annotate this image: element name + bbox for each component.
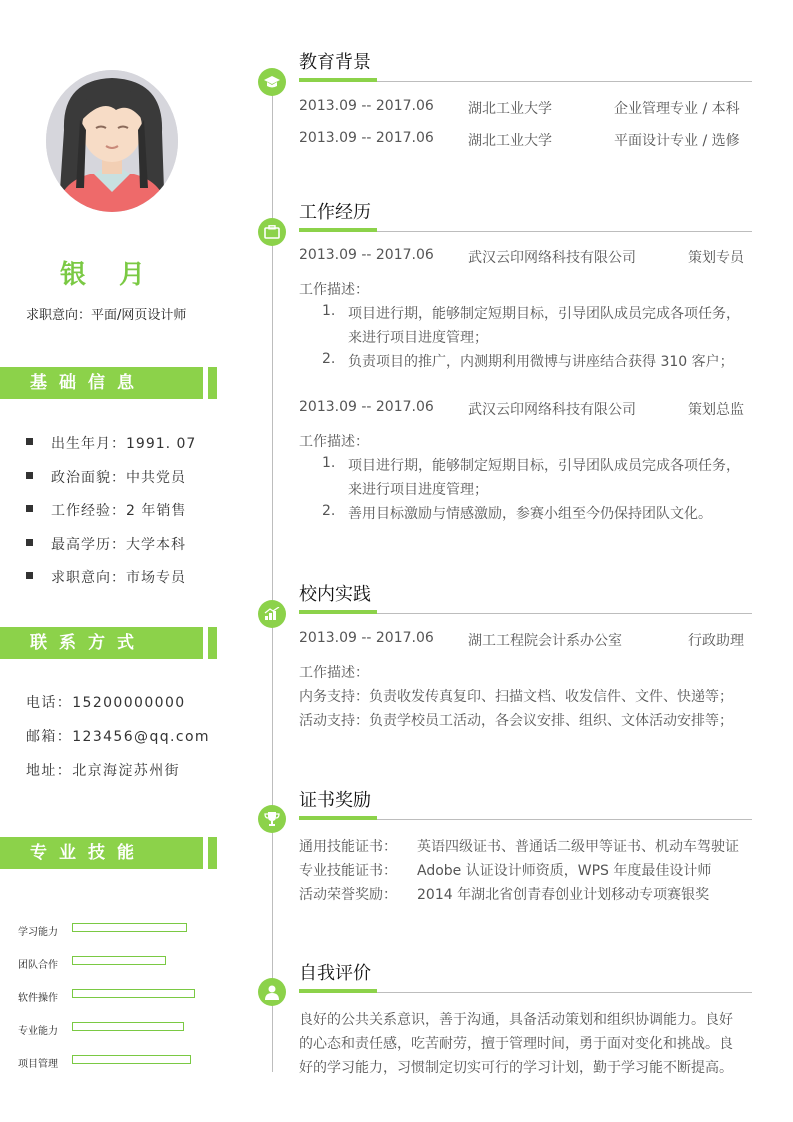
job-desc-line: 项目进行期，能够制定短期目标，引导团队成员完成各项任务， — [348, 306, 740, 322]
avatar-illustration — [46, 70, 178, 212]
skill-bar — [72, 1022, 184, 1031]
job-desc-line: 负责项目的推广，内测期利用微博与讲座结合获得 310 客户； — [348, 354, 734, 370]
award-value: 2014 年湖北省创青春创业计划移动专项赛银奖 — [417, 887, 710, 903]
avatar — [46, 70, 178, 212]
header-accent — [208, 367, 217, 399]
info-experience: 工作经验：2 年销售 — [26, 500, 196, 534]
list-number: 1. — [322, 455, 336, 471]
edu-major: 平面设计专业 / 选修 — [614, 133, 740, 149]
section-underline — [299, 78, 377, 82]
bullet-square-icon — [26, 472, 33, 479]
edu-date: 2013.09 -- 2017.06 — [299, 130, 434, 146]
edu-date: 2013.09 -- 2017.06 — [299, 98, 434, 114]
job-desc-line: 来进行项目进度管理； — [348, 482, 488, 498]
bullet-square-icon — [26, 539, 33, 546]
job-company: 武汉云印网络科技有限公司 — [468, 250, 636, 266]
bar-chart-icon — [258, 600, 286, 628]
skill-bar — [72, 956, 166, 965]
job-desc-label: 工作描述： — [299, 282, 369, 298]
job-intent: 求职意向：平面/网页设计师 — [26, 308, 187, 323]
info-intent: 求职意向：市场专员 — [26, 567, 196, 601]
work-title: 工作经历 — [299, 202, 371, 223]
self-eval-line: 良好的公共关系意识，善于沟通，具备活动策划和组织协调能力。良好 — [299, 1012, 733, 1028]
info-politics: 政治面貌：中共党员 — [26, 467, 196, 501]
self-eval-line: 好的学习能力，习惯制定切实可行的学习计划，勤于学习能不断提高。 — [299, 1060, 733, 1076]
edu-major: 企业管理专业 / 本科 — [614, 101, 740, 117]
skill-label: 软件操作 — [18, 993, 58, 1004]
contact-email: 邮箱：123456@qq.com — [26, 729, 210, 745]
section-underline — [299, 228, 377, 232]
skill-label: 专业能力 — [18, 1026, 58, 1037]
practice-line: 内务支持：负责收发传真复印、扫描文档、收发信件、文件、快递等； — [299, 689, 733, 705]
practice-line: 活动支持：负责学校员工活动，各会议安排、组织、文体活动安排等； — [299, 713, 733, 729]
basic-info-list — [26, 433, 196, 601]
info-education: 最高学历：大学本科 — [26, 534, 196, 568]
job-company: 武汉云印网络科技有限公司 — [468, 402, 636, 418]
practice-date: 2013.09 -- 2017.06 — [299, 630, 434, 646]
job-date: 2013.09 -- 2017.06 — [299, 247, 434, 263]
job-role: 策划专员 — [688, 250, 744, 266]
award-label: 活动荣誉奖励： — [299, 887, 397, 903]
self-eval-line: 的心态和责任感，吃苦耐劳，擅于管理时间，勇于面对变化和挑战。良 — [299, 1036, 733, 1052]
skill-bar — [72, 989, 195, 998]
practice-title: 校内实践 — [299, 584, 371, 605]
briefcase-icon — [258, 218, 286, 246]
skill-bar — [72, 1055, 191, 1064]
graduation-cap-icon — [258, 68, 286, 96]
list-number: 1. — [322, 303, 336, 319]
skill-label: 团队合作 — [18, 960, 58, 971]
practice-org: 湖工工程院会计系办公室 — [468, 633, 622, 649]
skills-header: 专业技能 — [0, 837, 203, 869]
bullet-square-icon — [26, 505, 33, 512]
contact-address: 地址：北京海淀苏州街 — [26, 763, 180, 779]
skill-bar — [72, 923, 187, 932]
section-underline — [299, 610, 377, 614]
edu-school: 湖北工业大学 — [468, 101, 552, 117]
section-underline — [299, 989, 377, 993]
trophy-icon — [258, 805, 286, 833]
practice-role: 行政助理 — [688, 633, 744, 649]
award-value: Adobe 认证设计师资质，WPS 年度最佳设计师 — [417, 863, 712, 879]
bullet-square-icon — [26, 438, 33, 445]
bullet-square-icon — [26, 572, 33, 579]
job-desc-label: 工作描述： — [299, 434, 369, 450]
info-birth: 出生年月：1991. 07 — [26, 433, 196, 467]
header-accent — [208, 837, 217, 869]
list-number: 2. — [322, 503, 336, 519]
job-desc-line: 项目进行期，能够制定短期目标，引导团队成员完成各项任务， — [348, 458, 740, 474]
award-label: 专业技能证书： — [299, 863, 397, 879]
job-role: 策划总监 — [688, 402, 744, 418]
candidate-name: 银 月 — [59, 260, 158, 290]
header-accent — [208, 627, 217, 659]
basic-info-header: 基础信息 — [0, 367, 203, 399]
self-eval-title: 自我评价 — [299, 963, 371, 984]
contact-phone: 电话：15200000000 — [26, 695, 186, 711]
education-title: 教育背景 — [299, 52, 371, 73]
person-icon — [258, 978, 286, 1006]
award-value: 英语四级证书、普通话二级甲等证书、机动车驾驶证 — [417, 839, 739, 855]
job-desc-line: 来进行项目进度管理； — [348, 330, 488, 346]
skill-label: 项目管理 — [18, 1059, 58, 1070]
edu-school: 湖北工业大学 — [468, 133, 552, 149]
practice-desc-label: 工作描述： — [299, 665, 369, 681]
contact-header: 联系方式 — [0, 627, 203, 659]
job-desc-line: 善用目标激励与情感激励，参赛小组至今仍保持团队文化。 — [348, 506, 712, 522]
award-label: 通用技能证书： — [299, 839, 397, 855]
list-number: 2. — [322, 351, 336, 367]
section-underline — [299, 816, 377, 820]
skill-label: 学习能力 — [18, 927, 58, 938]
awards-title: 证书奖励 — [299, 790, 371, 811]
job-date: 2013.09 -- 2017.06 — [299, 399, 434, 415]
